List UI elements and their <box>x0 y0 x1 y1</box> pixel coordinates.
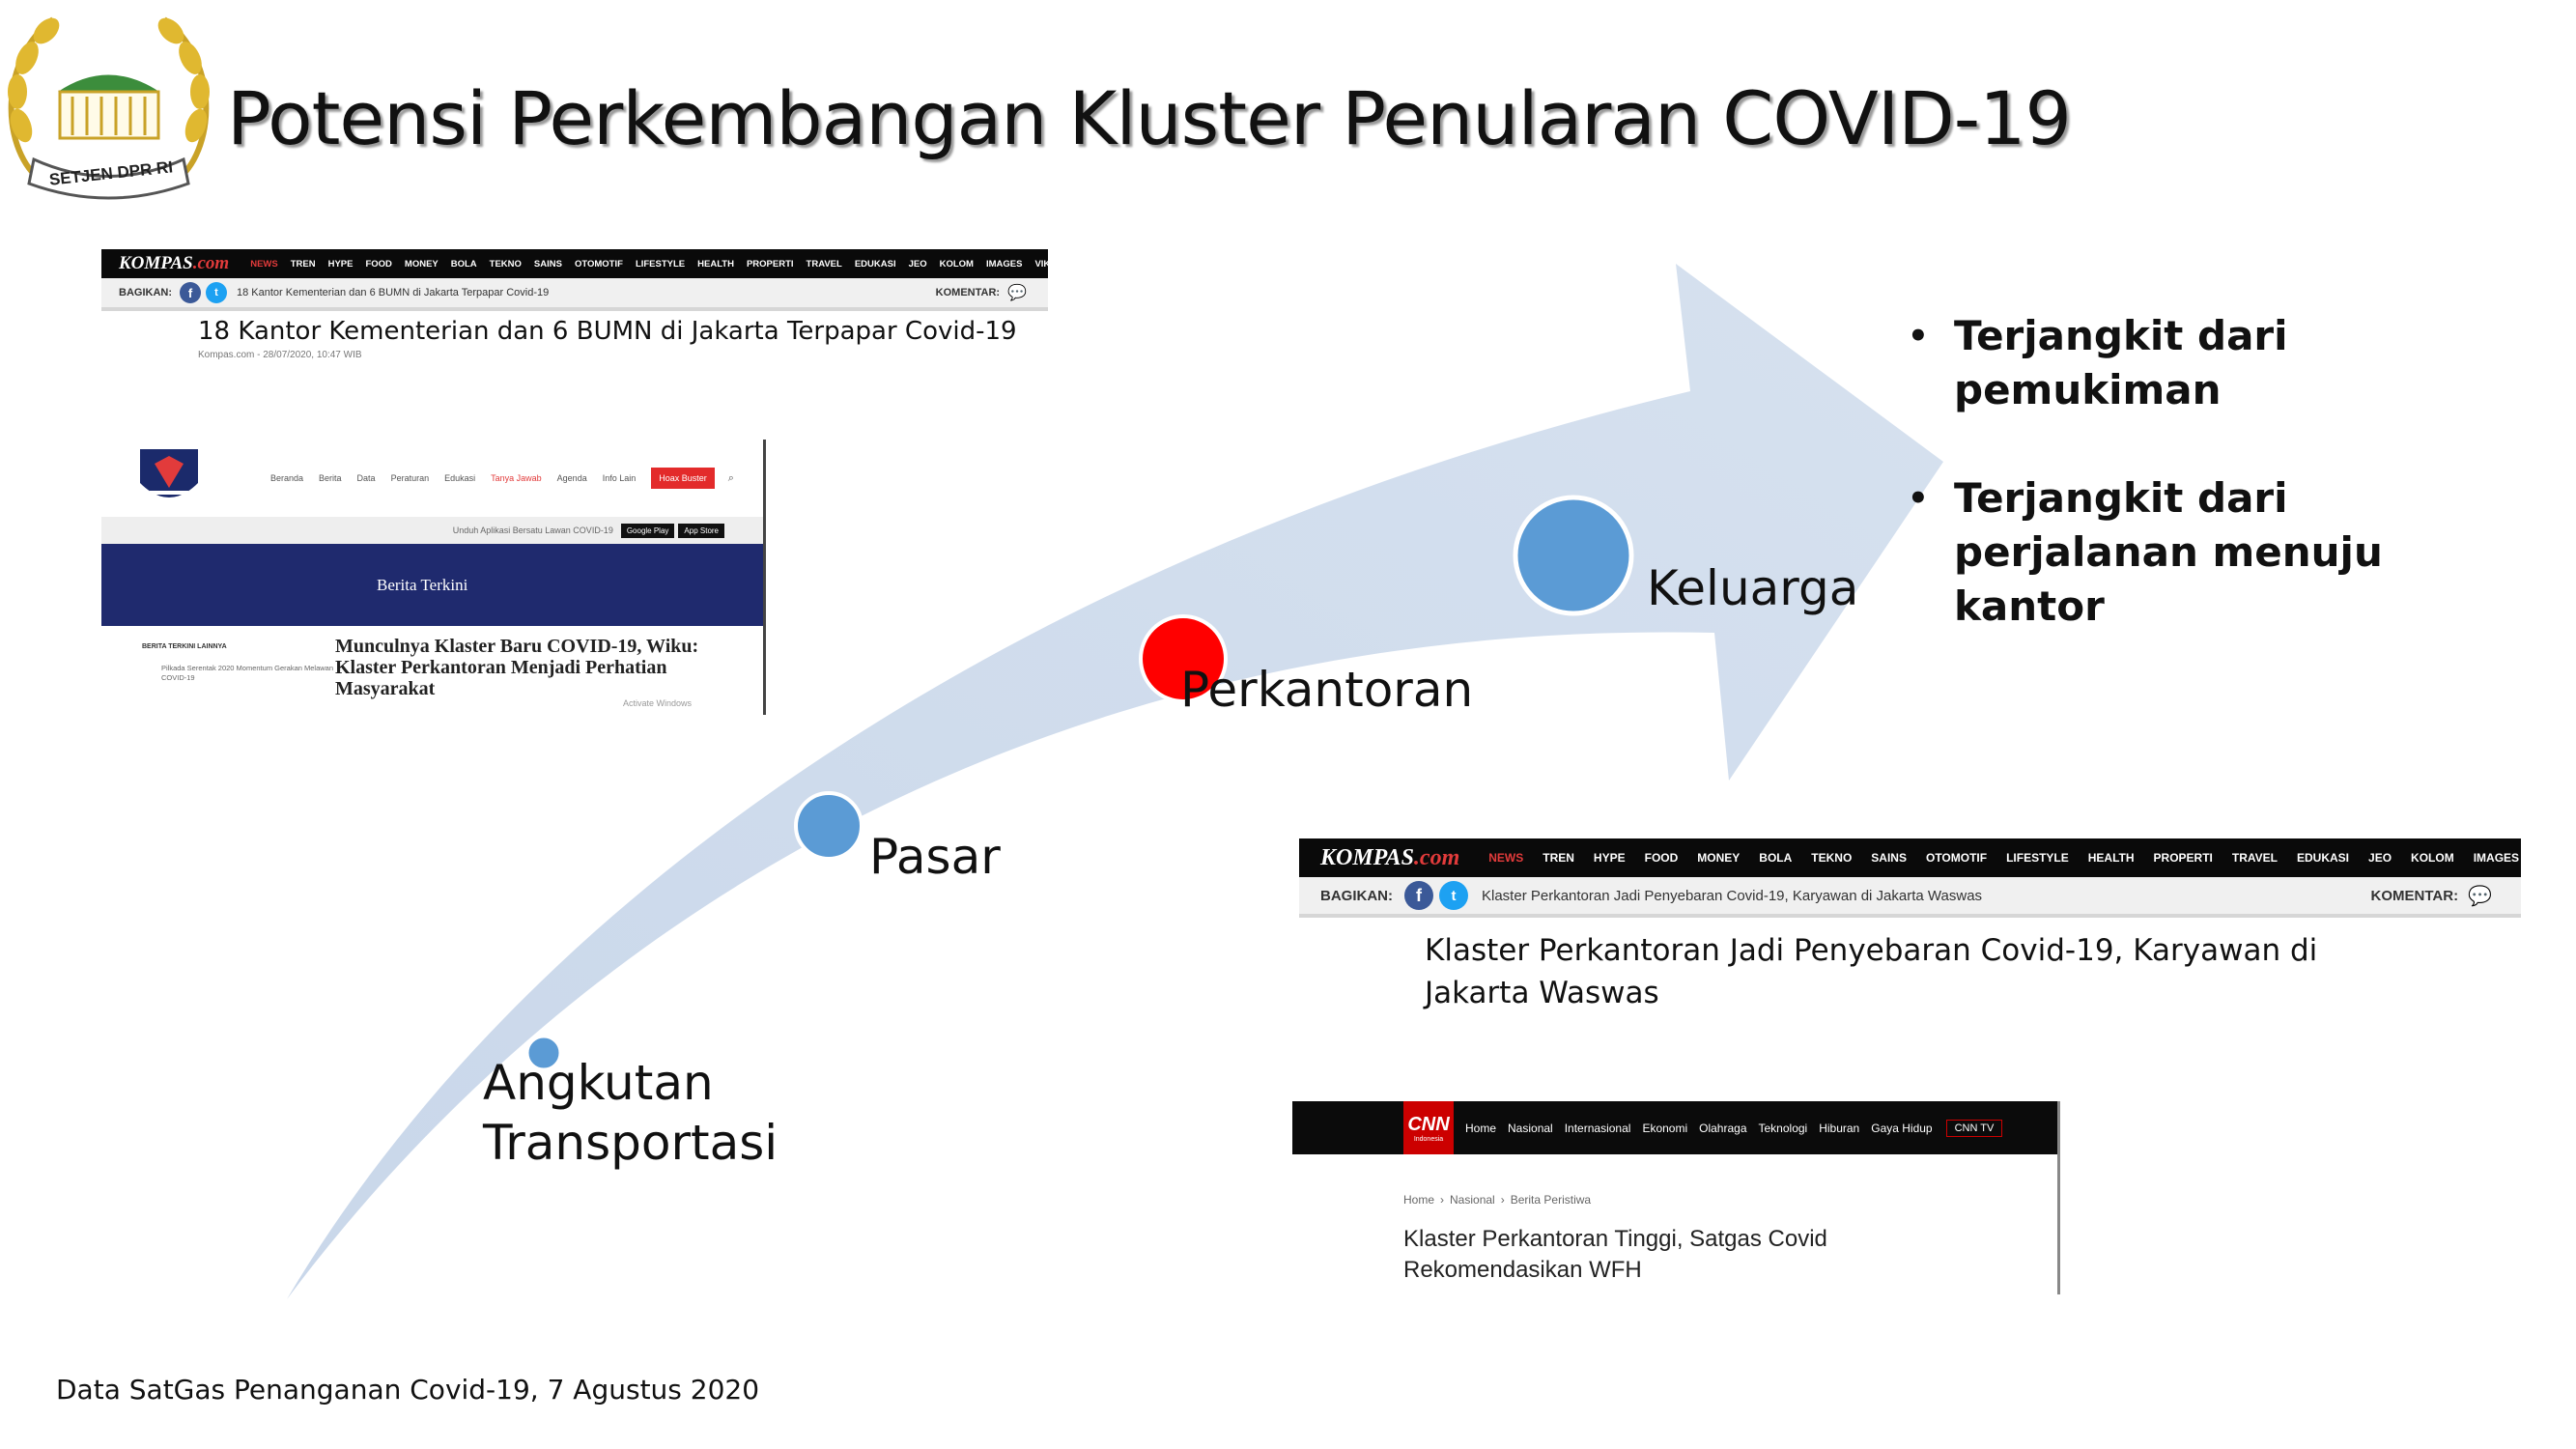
gov-nav-item[interactable]: Berita <box>319 473 342 483</box>
gov-nav-item[interactable]: Beranda <box>270 473 304 483</box>
kompas-menu-item[interactable]: LIFESTYLE <box>635 258 686 270</box>
facebook-icon[interactable]: f <box>1404 881 1433 910</box>
kompas-menu-item[interactable]: JEO <box>908 258 927 270</box>
kompas-menu-item[interactable]: TREN <box>1543 851 1574 865</box>
app-store-button[interactable]: App Store <box>678 524 724 538</box>
covid-gov-news-card[interactable] <box>101 440 766 715</box>
kompas-menu-item[interactable]: TEKNO <box>1811 851 1853 865</box>
cnn-tv-button[interactable]: CNN TV <box>1946 1120 2003 1137</box>
cnn-nav-item[interactable]: Olahraga <box>1699 1121 1747 1135</box>
activate-windows-watermark: Activate Windows <box>623 698 693 708</box>
stage-dot-keluarga <box>1515 497 1631 613</box>
search-icon[interactable]: ⌕ <box>727 471 734 484</box>
cnn-nav-item[interactable]: Teknologi <box>1758 1121 1808 1135</box>
gov-article-headline[interactable]: Munculnya Klaster Baru COVID-19, Wiku: Klaster Perkantoran Menjadi Perhatian Masyarakat <box>335 636 699 699</box>
cnn-nav-item[interactable]: Gaya Hidup <box>1871 1121 1933 1135</box>
article-headline[interactable]: 18 Kantor Kementerian dan 6 BUMN di Jakarta Terpapar Covid-19 <box>198 317 1017 346</box>
comment-icon[interactable]: 💬 <box>1007 285 1027 301</box>
stage-label-keluarga: Keluarga <box>1647 560 1859 616</box>
kompas-menu-item[interactable]: TEKNO <box>489 258 522 270</box>
kompas-menu-item[interactable]: MONEY <box>404 258 439 270</box>
kompas-menu-item[interactable]: OTOMOTIF <box>574 258 623 270</box>
breadcrumb: Home › Nasional › Berita Peristiwa <box>1403 1193 1592 1207</box>
kompas-menu-item[interactable]: KOLOM <box>2411 851 2454 865</box>
comment-label: KOMENTAR: <box>2370 887 2459 904</box>
google-play-button[interactable]: Google Play <box>621 524 675 538</box>
hoax-buster-button[interactable]: Hoax Buster <box>651 468 715 489</box>
bullet-item: • Terjangkit dari perjalanan menuju kantor <box>1908 474 2383 630</box>
satgas-logo-icon <box>135 444 203 512</box>
kompas-menu-item[interactable]: EDUKASI <box>2297 851 2350 865</box>
kompas-menu-item[interactable]: HEALTH <box>697 258 734 270</box>
news-banner: Berita Terkini <box>101 544 763 626</box>
cnn-article-headline[interactable]: Klaster Perkantoran Tinggi, Satgas Covid Rekomendasikan WFH <box>1403 1226 1827 1283</box>
stage-label-transport: Angkutan Transportasi <box>483 1055 778 1171</box>
gov-nav-item[interactable]: Data <box>356 473 376 483</box>
article-headline[interactable]: Klaster Perkantoran Jadi Penyebaran Covid-19, Karyawan di Jakarta Waswas <box>1425 933 2318 1010</box>
cnn-nav-item[interactable]: Ekonomi <box>1642 1121 1688 1135</box>
cnn-logo: CNN Indonesia <box>1403 1101 1454 1154</box>
cnn-nav-item[interactable]: Nasional <box>1508 1121 1553 1135</box>
kompas-menu-item[interactable]: LIFESTYLE <box>2006 851 2069 865</box>
kompas-menu-item[interactable]: HYPE <box>327 258 354 270</box>
sidebar-title: BERITA TERKINI LAINNYA <box>142 643 227 650</box>
cnn-nav-item[interactable]: Internasional <box>1564 1121 1631 1135</box>
cnn-news-card[interactable] <box>1292 1101 2060 1294</box>
kompas-menu-item[interactable]: MONEY <box>1697 851 1741 865</box>
kompas-menu-item[interactable]: SAINS <box>533 258 562 270</box>
stage-label-perkantoran: Perkantoran <box>1180 662 1474 718</box>
gov-header <box>101 440 763 517</box>
gov-nav-item[interactable]: Peraturan <box>390 473 430 483</box>
kompas-menu-item[interactable]: FOOD <box>365 258 392 270</box>
emblem-text: SETJEN DPR RI <box>48 157 174 189</box>
sidebar-news-item[interactable]: Pilkada Serentak 2020 Momentum Gerakan Melawan COVID-19 <box>161 664 334 682</box>
kompas-menu-item[interactable]: TRAVEL <box>806 258 842 270</box>
kompas-menu-item[interactable]: IMAGES <box>985 258 1023 270</box>
share-label: BAGIKAN: <box>119 287 172 298</box>
article-meta: Kompas.com - 28/07/2020, 10:47 WIB <box>198 350 362 360</box>
kompas-menu-item[interactable]: TRAVEL <box>2231 851 2278 865</box>
page-title: Potensi Perkembangan Kluster Penularan COVID-19 <box>227 75 2071 161</box>
kompas-news-card-2[interactable] <box>1299 838 2559 1022</box>
kompas-share-bar <box>1299 877 2521 918</box>
kompas-menu-item[interactable]: VIK <box>2538 851 2559 865</box>
gov-nav-item[interactable]: Tanya Jawab <box>491 473 542 483</box>
twitter-icon[interactable]: t <box>206 282 227 303</box>
comment-label: KOMENTAR: <box>935 287 1001 298</box>
gov-nav-item[interactable]: Agenda <box>556 473 587 483</box>
bullet-item: • Terjangkit dari pemukiman <box>1908 312 2288 413</box>
kompas-menu-item[interactable]: SAINS <box>1871 851 1907 865</box>
kompas-menu-item[interactable]: VIK <box>1034 258 1051 270</box>
kompas-menu-item[interactable]: JEO <box>2368 851 2392 865</box>
kompas-menu-item[interactable]: PROPERTI <box>2153 851 2213 865</box>
share-label: BAGIKAN: <box>1320 887 1393 904</box>
comment-icon[interactable]: 💬 <box>2468 885 2492 907</box>
kompas-news-card-1[interactable] <box>101 249 1051 375</box>
share-title: Klaster Perkantoran Jadi Penyebaran Covid-19, Karyawan di Jakarta Waswas <box>1482 887 1983 904</box>
kompas-menu-item[interactable]: NEWS <box>1488 851 1524 865</box>
cnn-nav-item[interactable]: Home <box>1465 1121 1497 1135</box>
twitter-icon[interactable]: t <box>1439 881 1468 910</box>
kompas-menu-item[interactable]: HEALTH <box>2087 851 2135 865</box>
share-title: 18 Kantor Kementerian dan 6 BUMN di Jakarta Terpapar Covid-19 <box>237 287 550 298</box>
kompas-menu-item[interactable]: IMAGES <box>2473 851 2520 865</box>
kompas-menu-item[interactable]: FOOD <box>1644 851 1679 865</box>
kompas-menu-item[interactable]: KOLOM <box>939 258 974 270</box>
kompas-menu-item[interactable]: HYPE <box>1593 851 1626 865</box>
stage-dot-pasar <box>796 793 862 859</box>
kompas-navbar <box>101 249 1051 278</box>
kompas-menu-item[interactable]: EDUKASI <box>854 258 896 270</box>
cnn-nav-item[interactable]: Hiburan <box>1819 1121 1860 1135</box>
source-footnote: Data SatGas Penanganan Covid-19, 7 Agustus 2020 <box>56 1374 760 1406</box>
gov-nav-item[interactable]: Info Lain <box>602 473 637 483</box>
kompas-menu-item[interactable]: OTOMOTIF <box>1925 851 1988 865</box>
kompas-navbar <box>1299 838 2559 877</box>
gov-nav-item[interactable]: Edukasi <box>444 473 476 483</box>
kompas-menu-item[interactable]: PROPERTI <box>746 258 794 270</box>
kompas-menu-item[interactable]: TREN <box>290 258 316 270</box>
kompas-menu-item[interactable]: BOLA <box>1759 851 1793 865</box>
app-download-strip: Unduh Aplikasi Bersatu Lawan COVID-19 Google Play App Store <box>101 517 763 544</box>
kompas-share-bar <box>101 278 1048 311</box>
kompas-logo: KOMPAS.com <box>119 253 230 273</box>
stage-label-pasar: Pasar <box>869 829 1001 885</box>
kompas-menu-item[interactable]: BOLA <box>450 258 477 270</box>
kompas-logo: KOMPAS.com <box>1320 844 1460 870</box>
transmission-notes <box>1908 309 2410 688</box>
kompas-menu-item[interactable]: NEWS <box>250 258 278 270</box>
facebook-icon[interactable]: f <box>180 282 201 303</box>
cnn-navbar <box>1292 1101 2057 1154</box>
